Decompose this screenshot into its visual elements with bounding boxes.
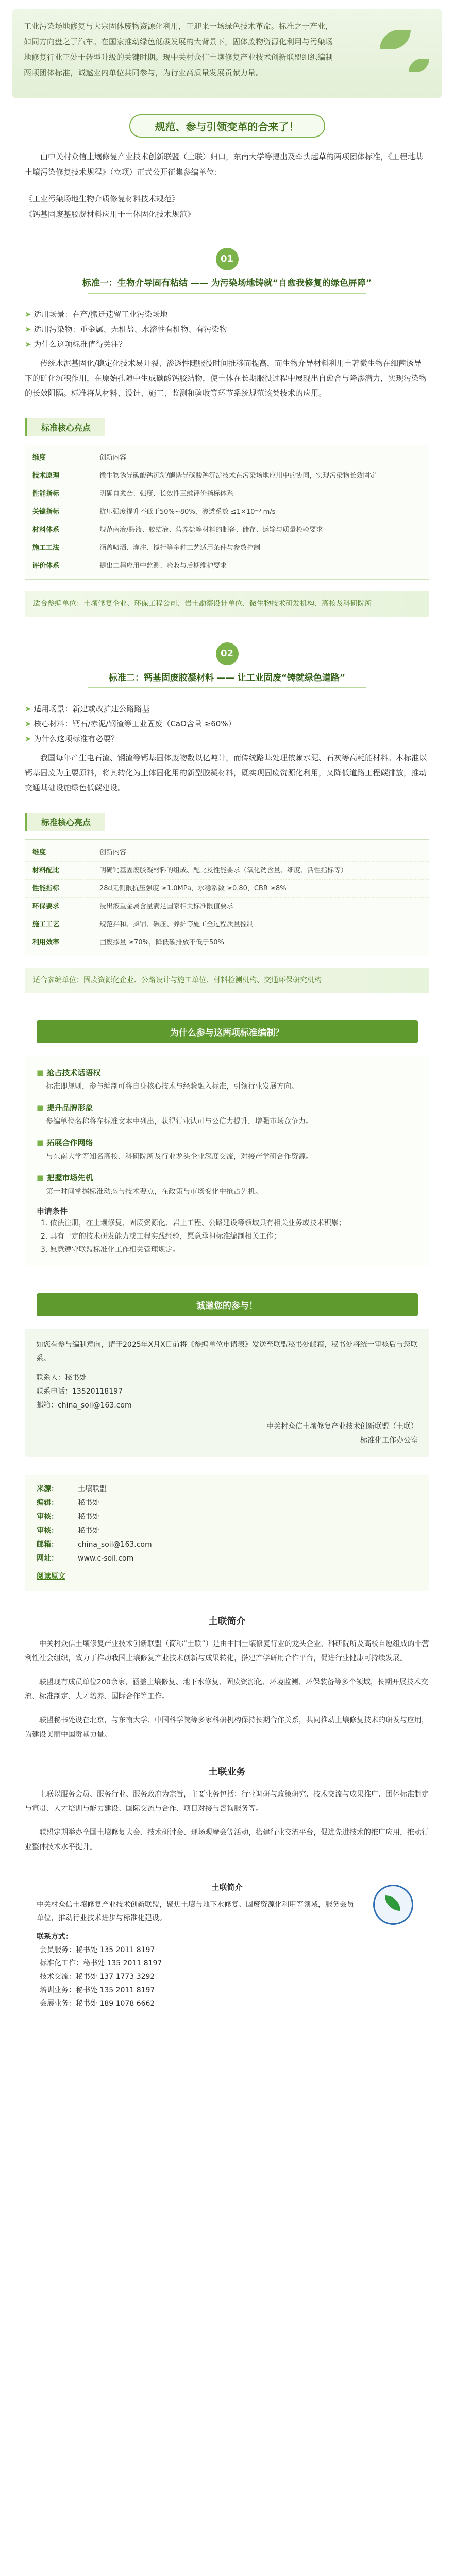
standard-title: 标准一：生物介导固有粘结 —— 为污染场地铸就“自愈我修复的绿色屏障”	[82, 278, 372, 289]
row-label: 性能指标	[32, 885, 60, 892]
row-value: 提出工程应用中监测、验收与后期维护要求	[99, 562, 227, 570]
row-value: 明确钙基固废胶凝材料的组成、配比及性能要求（氧化钙含量、细度、活性指标等）	[99, 867, 348, 874]
contact-row: 技术交流：秘书处 137 1773 3292	[40, 1973, 155, 1981]
why-participate-bar	[0, 1020, 454, 1043]
table-row	[25, 916, 429, 934]
reasons-box	[25, 1056, 429, 1266]
row-label: 性能指标	[32, 490, 60, 498]
row-value: 涵盖喷洒、灌注、搅拌等多种工艺适用条件与参数控制	[99, 544, 261, 552]
highlight-label: 标准核心亮点	[25, 813, 105, 831]
table-row	[25, 862, 429, 880]
bullet-item: ➤ 为什么这项标准有必要？	[25, 732, 429, 747]
highlight-table	[25, 839, 429, 956]
invite-email	[36, 1399, 418, 1413]
invite-contact	[36, 1371, 418, 1385]
contact-name: 秘书处	[65, 1374, 87, 1382]
info-key: 审核：	[37, 1513, 58, 1521]
info-row	[37, 1496, 417, 1510]
row-value: 规范菌液/酶液、胶结液、营养盐等材料的制备、储存、运输与质量检验要求	[99, 526, 323, 534]
business-title: 土联业务	[208, 1767, 246, 1777]
reason-item	[37, 1171, 417, 1198]
reason-text: 参编单位名称将在标准文本中列出，获得行业认可与公信力提升，增强市场竞争力。	[46, 1117, 313, 1126]
reason-item	[37, 1100, 417, 1128]
row-label: 施工工法	[32, 544, 60, 552]
standard-number-badge: 01	[216, 248, 239, 270]
condition-item: 3. 愿意遵守联盟标准化工作相关管理规定。	[41, 1246, 180, 1254]
card-contact-title: 联系方式：	[37, 1933, 73, 1941]
contact-row: 培训业务：秘书处 135 2011 8197	[40, 1986, 155, 1994]
main-title-wrap	[0, 114, 454, 138]
table-row	[25, 934, 429, 952]
highlight-label: 标准核心亮点	[25, 418, 105, 436]
reason-title: ■ 把握市场先机	[37, 1171, 417, 1185]
bullet-item: ➤ 适用污染物：重金属、无机盐、水溶性有机物、有污染物	[25, 322, 429, 337]
standard-two-section	[0, 642, 454, 993]
row-value: 创新内容	[99, 454, 127, 462]
main-title: 规范、参与引领变革的合来了！	[129, 114, 325, 138]
table-row	[25, 880, 429, 898]
invite-signature: 中关村众信土壤修复产业技术创新联盟（土联）	[266, 1422, 418, 1431]
leaf-decoration-icon	[380, 30, 411, 49]
table-row	[25, 898, 429, 916]
row-value: 明确自愈合、强度、长效性三维评价指标体系	[99, 490, 234, 498]
phone-value: 13520118197	[72, 1387, 123, 1396]
info-row	[37, 1524, 417, 1538]
row-value: 浸出液重金属含量满足国家相关标准限值要求	[99, 903, 234, 910]
row-value: 抗压强度提升不低于50%~80%，渗透系数 ≤1×10⁻⁸ m/s	[99, 508, 276, 516]
reason-title: ■ 提升品牌形象	[37, 1100, 417, 1115]
intro-text: 工业污染场地修复与大宗固体废物资源化利用，正迎来一场绿色技术革命。标准之于产业，如同方向盘之于汽车。在国家推动绿色低碳发展的大背景下，固体废物资源化利用与污染场地修复行业正处于转型升级的关键时期。现中关村众信土壤修复产业技术创新联盟组织编制两项团体标准，诚邀业内单位共同参与，为行业高质量发展贡献力量。	[24, 22, 333, 77]
row-label: 评价体系	[32, 562, 60, 570]
standard-name: 《工业污染场地生物介质修复材料技术规范》	[25, 194, 180, 204]
card-title: 土联简介	[211, 1883, 243, 1892]
standard-bullets	[25, 702, 429, 747]
reason-text: 标准即规则，参与编制可将自身核心技术与经验融入标准，引领行业发展方向。	[46, 1082, 298, 1091]
info-row	[37, 1538, 417, 1552]
info-key: 网址：	[37, 1554, 58, 1563]
table-row	[25, 503, 429, 521]
about-paragraph: 联盟秘书处设在北京，与东南大学、中国科学院等多家科研机构保持长期合作关系，共同推动土壤修复技术的研发与应用，为建设美丽中国贡献力量。	[25, 1716, 429, 1739]
table-row	[25, 844, 429, 862]
business-paragraph: 土联以服务会员、服务行业、服务政府为宗旨，主要业务包括：行业调研与政策研究、技术交流与成果推广、团体标准制定与宣贯、人才培训与能力建设、国际交流与合作、项目对接与咨询服务等。	[25, 1790, 429, 1813]
standard-name-list	[25, 191, 429, 222]
standard-two-header	[0, 642, 454, 688]
table-row	[25, 539, 429, 557]
reason-text: 与东南大学等知名高校、科研院所及行业龙头企业深度交流，对接产学研合作资源。	[46, 1153, 313, 1161]
reason-item	[37, 1136, 417, 1163]
conditions-title: 申请条件	[37, 1207, 68, 1216]
row-value: 创新内容	[99, 849, 127, 856]
row-label: 维度	[32, 454, 46, 462]
invite-bar	[0, 1293, 454, 1316]
info-value: china_soil@163.com	[78, 1540, 152, 1549]
read-more-link[interactable]: 阅读原文	[37, 1572, 65, 1581]
invite-title: 诚邀您的参与！	[37, 1293, 418, 1316]
contact-row: 会员服务：秘书处 135 2011 8197	[40, 1946, 155, 1954]
standard-one-section	[0, 248, 454, 617]
info-row	[37, 1482, 417, 1496]
standard-one-header	[0, 248, 454, 294]
leaf-decoration-icon	[409, 59, 429, 72]
standard-body: 传统水泥基固化/稳定化技术易开裂、渗透性随服役时间推移而提高，而生物介导材料利用土著微生物在细菌诱导下的矿化沉积作用，在原始孔隙中生成碳酸钙胶结物，使土体在长期服役过程中展现出自愈合与降渗潜力，实现污染物的长效阻隔。标准将从材料、设计、施工、监测和验收等环节系统规范该类技术的应用。	[25, 359, 427, 398]
about-paragraph: 中关村众信土壤修复产业技术创新联盟（简称“土联”）是由中国土壤修复行业的龙头企业、科研院所及高校自愿组成的非营利性社会组织，致力于推动我国土壤修复产业技术创新与成果转化，搭建产学研用合作平台，促进行业健康可持续发展。	[25, 1640, 429, 1663]
info-value: 秘书处	[78, 1513, 99, 1521]
info-key: 邮箱：	[37, 1540, 58, 1549]
row-label: 材料体系	[32, 526, 60, 534]
reason-text: 第一时间掌握标准动态与技术要点，在政策与市场变化中抢占先机。	[46, 1188, 262, 1196]
phone-label: 联系电话：	[36, 1387, 72, 1396]
table-row	[25, 467, 429, 485]
info-value: 秘书处	[78, 1527, 99, 1535]
row-label: 材料配比	[32, 867, 60, 874]
business-paragraph: 联盟定期举办全国土壤修复大会、技术研讨会、现场观摩会等活动，搭建行业交流平台，促进先进技术的推广应用，推动行业整体技术水平提升。	[25, 1828, 429, 1851]
info-value: 土壤联盟	[78, 1485, 107, 1493]
standard-body: 我国每年产生电石渣、钢渣等钙基固体废物数以亿吨计，而传统路基处理依赖水泥、石灰等高耗能材料。本标准以钙基固废为主要原料，将其转化为土体固化用的新型胶凝材料，既实现固废资源化利用，又降低道路工程碳排放，推动交通基础设施绿色低碳建设。	[25, 753, 427, 792]
highlight-table	[25, 445, 429, 580]
condition-item: 1. 依法注册，在土壤修复、固废资源化、岩土工程、公路建设等领域具有相关业务或技术积累；	[41, 1219, 346, 1227]
title-divider	[88, 687, 366, 688]
standard-bullets	[25, 307, 429, 352]
intro-paragraph: 由中关村众信土壤修复产业技术创新联盟（土联）归口，东南大学等提出及牵头起草的两项团体标准，《工程地基土壤污染修复技术规程》（立项）正式公开征集参编单位：	[25, 152, 423, 177]
bottom-spacer	[0, 2019, 454, 2050]
row-label: 维度	[32, 849, 46, 856]
alliance-logo-icon	[373, 1885, 413, 1925]
about-title: 土联简介	[208, 1616, 246, 1627]
email-link[interactable]: china_soil@163.com	[58, 1401, 132, 1410]
bullet-item: ➤ 核心材料：钙石/赤泥/钢渣等工业固废（CaO含量 ≥60%）	[25, 717, 429, 732]
info-key: 编辑：	[37, 1499, 58, 1507]
title-divider	[88, 293, 366, 294]
why-participate-title: 为什么参与这两项标准编制？	[37, 1020, 418, 1043]
row-value: 规范拌和、摊铺、碾压、养护等施工全过程质量控制	[99, 921, 254, 928]
card-text: 中关村众信土壤修复产业技术创新联盟，聚焦土壤与地下水修复、固废资源化利用等领域，服务会员单位，推动行业技术进步与标准化建设。	[37, 1901, 354, 1922]
contact-card	[25, 1872, 429, 2019]
info-value: 秘书处	[78, 1499, 99, 1507]
invite-box	[25, 1329, 429, 1457]
invite-phone	[36, 1385, 418, 1399]
condition-item: 2. 具有一定的技术研发能力或工程实践经验，愿意承担标准编制相关工作；	[41, 1232, 281, 1241]
table-row	[25, 485, 429, 503]
contact-row: 会展业务：秘书处 189 1078 6662	[40, 1999, 155, 2008]
bullet-item: ➤ 为什么这项标准值得关注？	[25, 337, 429, 352]
about-paragraph: 联盟现有成员单位200余家，涵盖土壤修复、地下水修复、固废资源化、环境监测、环保装备等多个领域，长期开展技术交流、标准制定、人才培养、国际合作等工作。	[25, 1678, 428, 1701]
contact-label: 联系人：	[36, 1374, 65, 1382]
intro-banner	[12, 9, 442, 98]
reason-title: ■ 抢占技术话语权	[37, 1065, 417, 1080]
row-value: 微生物诱导碳酸钙沉淀/酶诱导碳酸钙沉淀技术在污染场地应用中的协同，实现污染物长效固定	[99, 472, 377, 480]
invite-text: 如您有参与编制意向，请于2025年X月X日前将《参编单位申请表》发送至联盟秘书处邮箱，秘书处将统一审核后与您联系。	[36, 1341, 418, 1363]
reason-title: ■ 拓展合作网络	[37, 1136, 417, 1150]
row-label: 施工工艺	[32, 921, 60, 928]
standard-name: 《钙基固废基胶凝材料应用于土体固化技术规范》	[25, 210, 195, 219]
row-value: 固废掺量 ≥70%，降低碳排放不低于50%	[99, 939, 224, 946]
info-row	[37, 1552, 417, 1566]
contact-row: 标准化工作：秘书处 135 2011 8197	[40, 1959, 162, 1968]
bullet-item: ➤ 适用场景：在产/搬迁遗留工业污染场地	[25, 307, 429, 322]
info-row	[37, 1510, 417, 1524]
table-row	[25, 449, 429, 467]
standard-number-badge: 02	[216, 642, 239, 665]
info-value: www.c-soil.com	[78, 1554, 134, 1563]
table-row	[25, 557, 429, 575]
row-label: 技术原理	[32, 472, 60, 480]
reason-item	[37, 1065, 417, 1093]
row-label: 环保要求	[32, 903, 60, 910]
table-row	[25, 521, 429, 539]
row-label: 关键指标	[32, 508, 60, 516]
row-value: 28d无侧限抗压强度 ≥1.0MPa，水稳系数 ≥0.80，CBR ≥8%	[99, 885, 287, 892]
info-key: 审核：	[37, 1527, 58, 1535]
info-card	[25, 1475, 429, 1591]
applicable-units: 适合参编单位：土壤修复企业、环保工程公司、岩土勘察设计单位、微生物技术研发机构、高校及科研院所	[25, 591, 429, 617]
applicable-units: 适合参编单位：固废资源化企业、公路设计与施工单位、材料检测机构、交通环保研究机构	[25, 968, 429, 993]
row-label: 利用效率	[32, 939, 60, 946]
bullet-item: ➤ 适用场景：新建或改扩建公路路基	[25, 702, 429, 717]
invite-signature-office: 标准化工作办公室	[360, 1436, 418, 1445]
email-label: 邮箱：	[36, 1401, 58, 1410]
info-key: 来源：	[37, 1485, 58, 1493]
standard-title: 标准二：钙基固废胶凝材料 —— 让工业固废“铸就绿色道路”	[108, 673, 346, 683]
